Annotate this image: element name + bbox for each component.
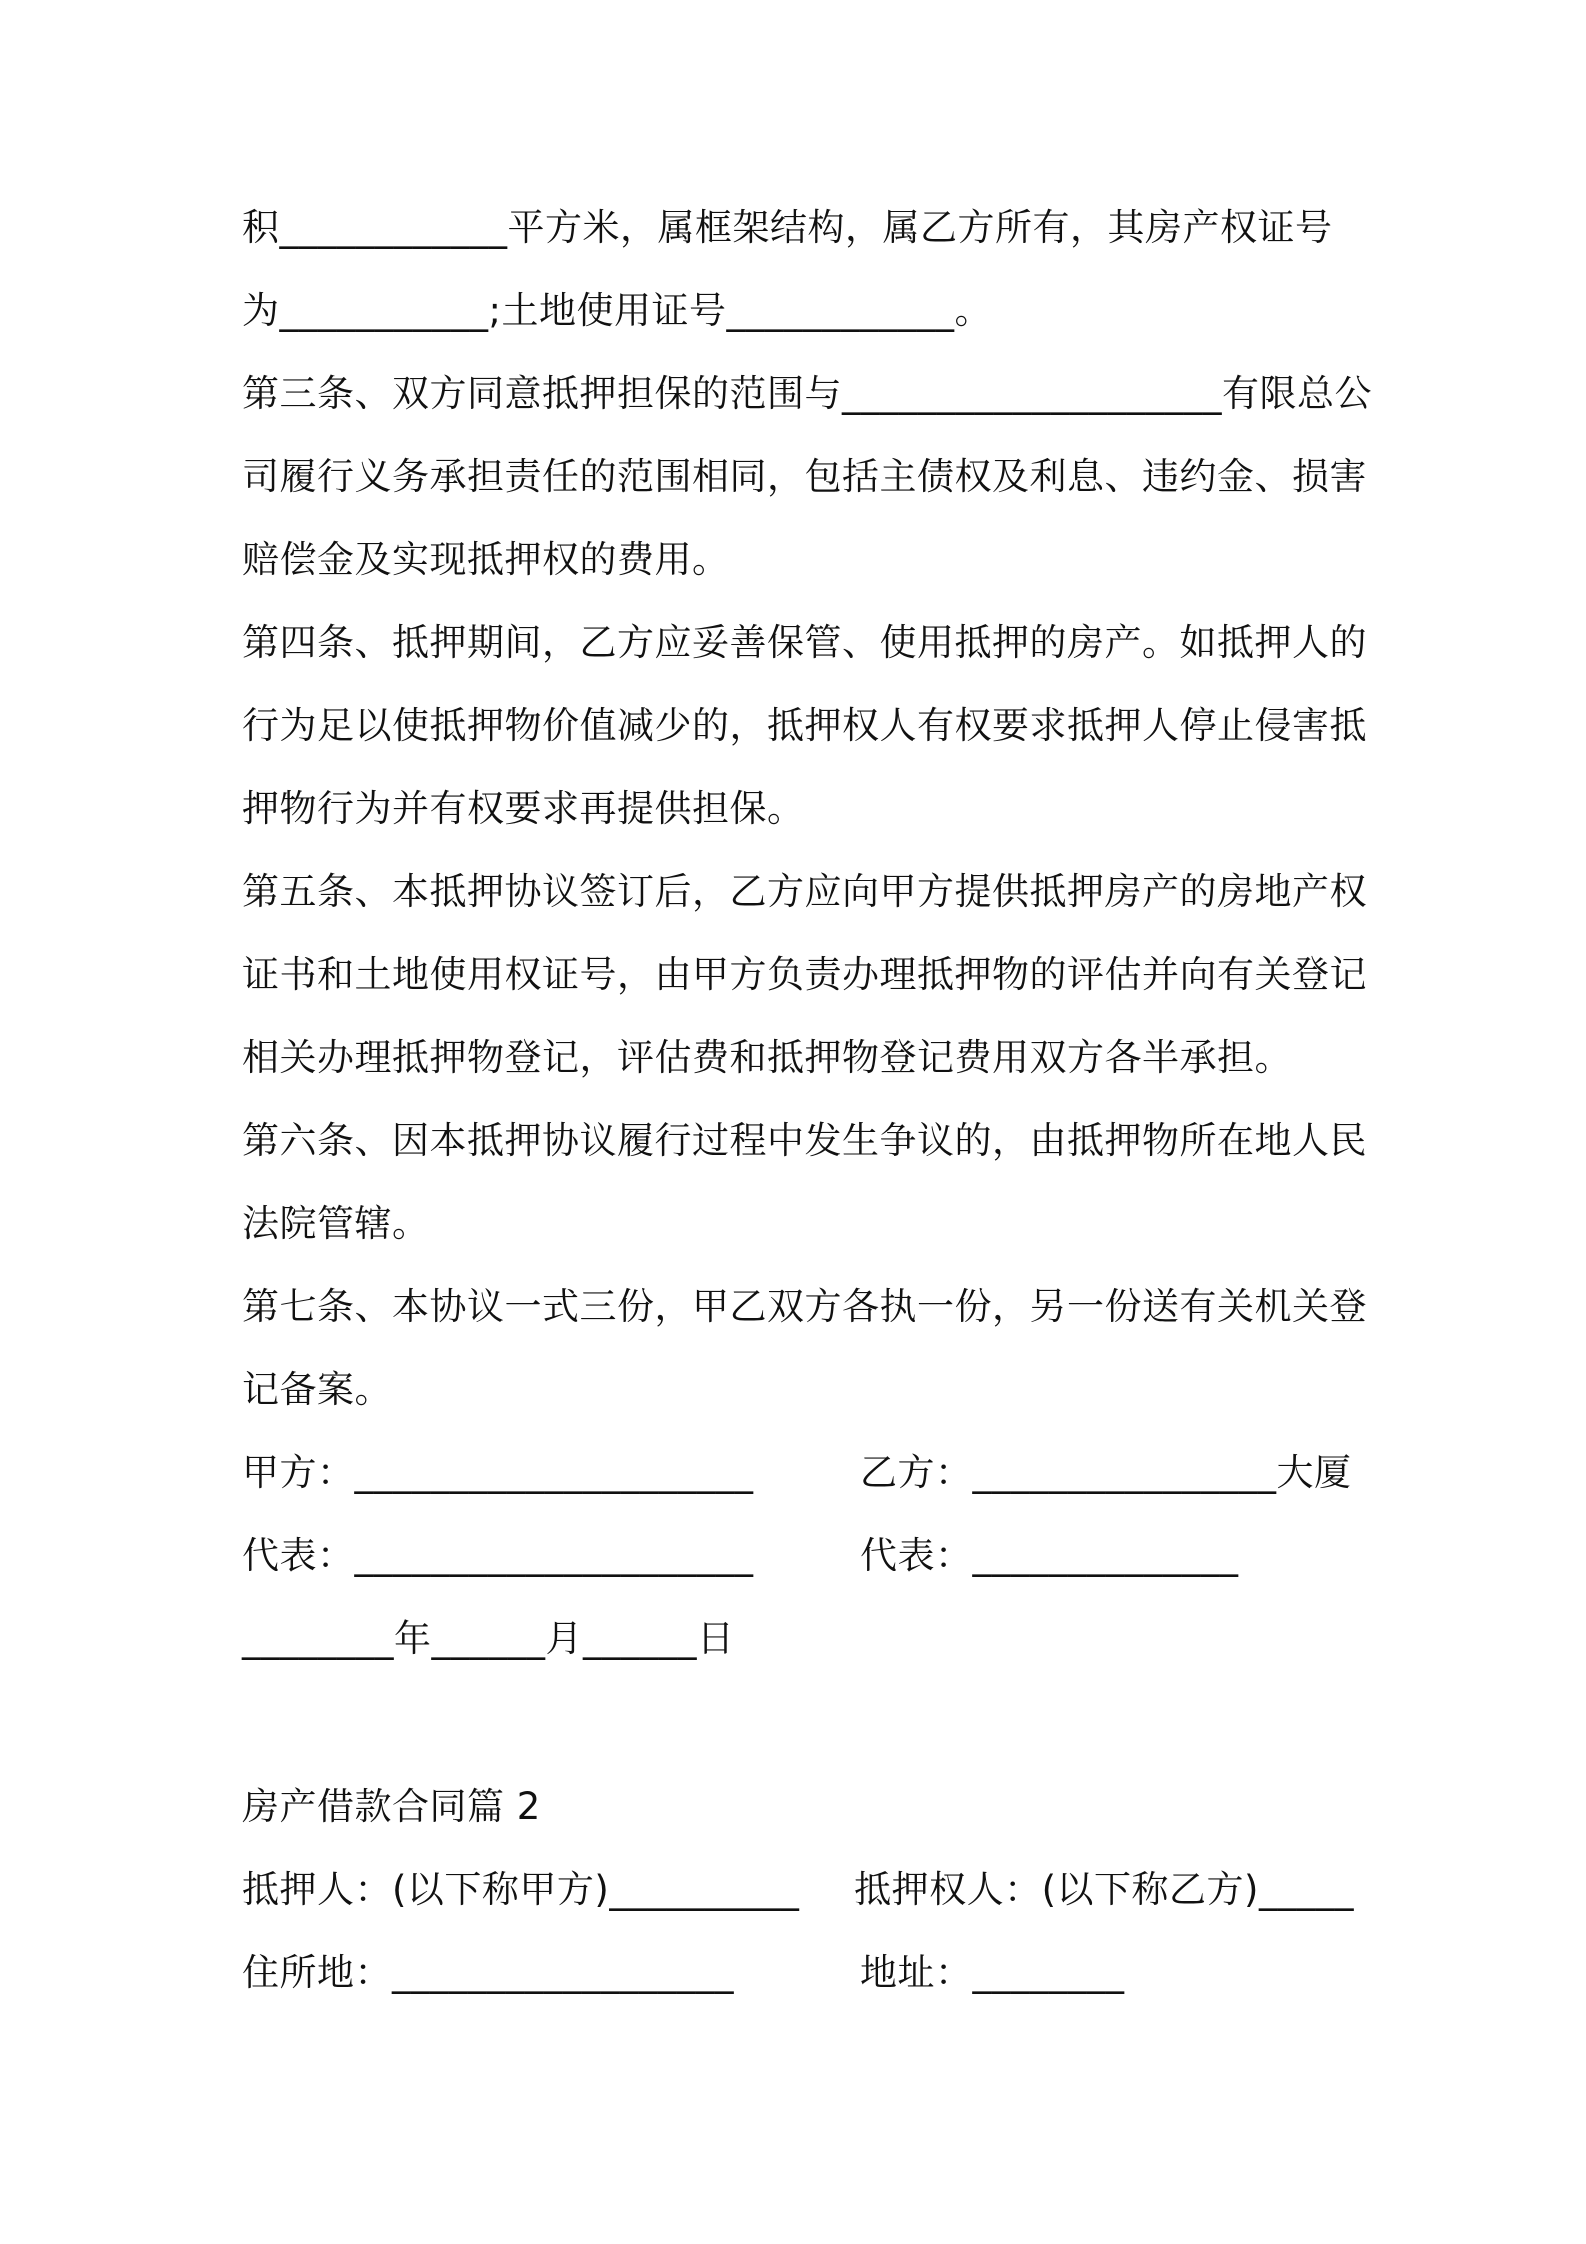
article-5-line: 第五条、本抵押协议签订后，乙方应向甲方提供抵押房产的房地产权 <box>242 870 1367 913</box>
text-line: 押物行为并有权要求再提供担保。 <box>242 787 805 830</box>
text-line: 司履行义务承担责任的范围相同，包括主债权及利息、违约金、损害 <box>242 455 1367 498</box>
text-line: 赔偿金及实现抵押权的费用。 <box>242 538 730 581</box>
text-line: 证书和土地使用权证号，由甲方负责办理抵押物的评估并向有关登记 <box>242 953 1367 996</box>
article-4-line: 第四条、抵押期间，乙方应妥善保管、使用抵押的房产。如抵押人的 <box>242 621 1367 664</box>
mortgagee-field: 抵押权人：(以下称乙方)_____ <box>854 1868 1354 1911</box>
text-line: 记备案。 <box>242 1368 392 1411</box>
text-line: 为___________;土地使用证号____________。 <box>242 289 992 332</box>
article-3-line: 第三条、双方同意抵押担保的范围与____________________有限总公 <box>242 372 1372 415</box>
text-line: 法院管辖。 <box>242 1202 430 1245</box>
article-7-line: 第七条、本协议一式三份，甲乙双方各执一份，另一份送有关机关登 <box>242 1285 1367 1328</box>
article-6-line: 第六条、因本抵押协议履行过程中发生争议的，由抵押物所在地人民 <box>242 1119 1367 1162</box>
party-a-field: 甲方：_____________________ <box>242 1451 754 1494</box>
mortgagor-field: 抵押人：(以下称甲方)__________ <box>242 1868 800 1911</box>
date-field: ________年______月______日 <box>242 1617 735 1660</box>
signature-row-parties <box>242 1440 1354 1523</box>
section-2-parties-row <box>242 1857 1354 1940</box>
party-b-field: 乙方：________________大厦 <box>860 1451 1352 1494</box>
text-line: 行为足以使抵押物价值减少的，抵押权人有权要求抵押人停止侵害抵 <box>242 704 1367 747</box>
address-field: 地址：________ <box>860 1951 1125 1994</box>
residence-field: 住所地：__________________ <box>242 1951 734 1994</box>
rep-b-field: 代表：______________ <box>860 1534 1239 1577</box>
section-2-title: 房产借款合同篇 2 <box>242 1785 541 1828</box>
signature-row-representatives <box>242 1523 1354 1606</box>
text-line: 相关办理抵押物登记，评估费和抵押物登记费用双方各半承担。 <box>242 1036 1292 1079</box>
section-spacer <box>242 1689 1354 1774</box>
rep-a-field: 代表：_____________________ <box>242 1534 754 1577</box>
document-page <box>242 195 1372 2023</box>
text-line: 积____________平方米，属框架结构，属乙方所有，其房产权证号 <box>242 206 1333 249</box>
section-2-address-row <box>242 1940 1354 2023</box>
